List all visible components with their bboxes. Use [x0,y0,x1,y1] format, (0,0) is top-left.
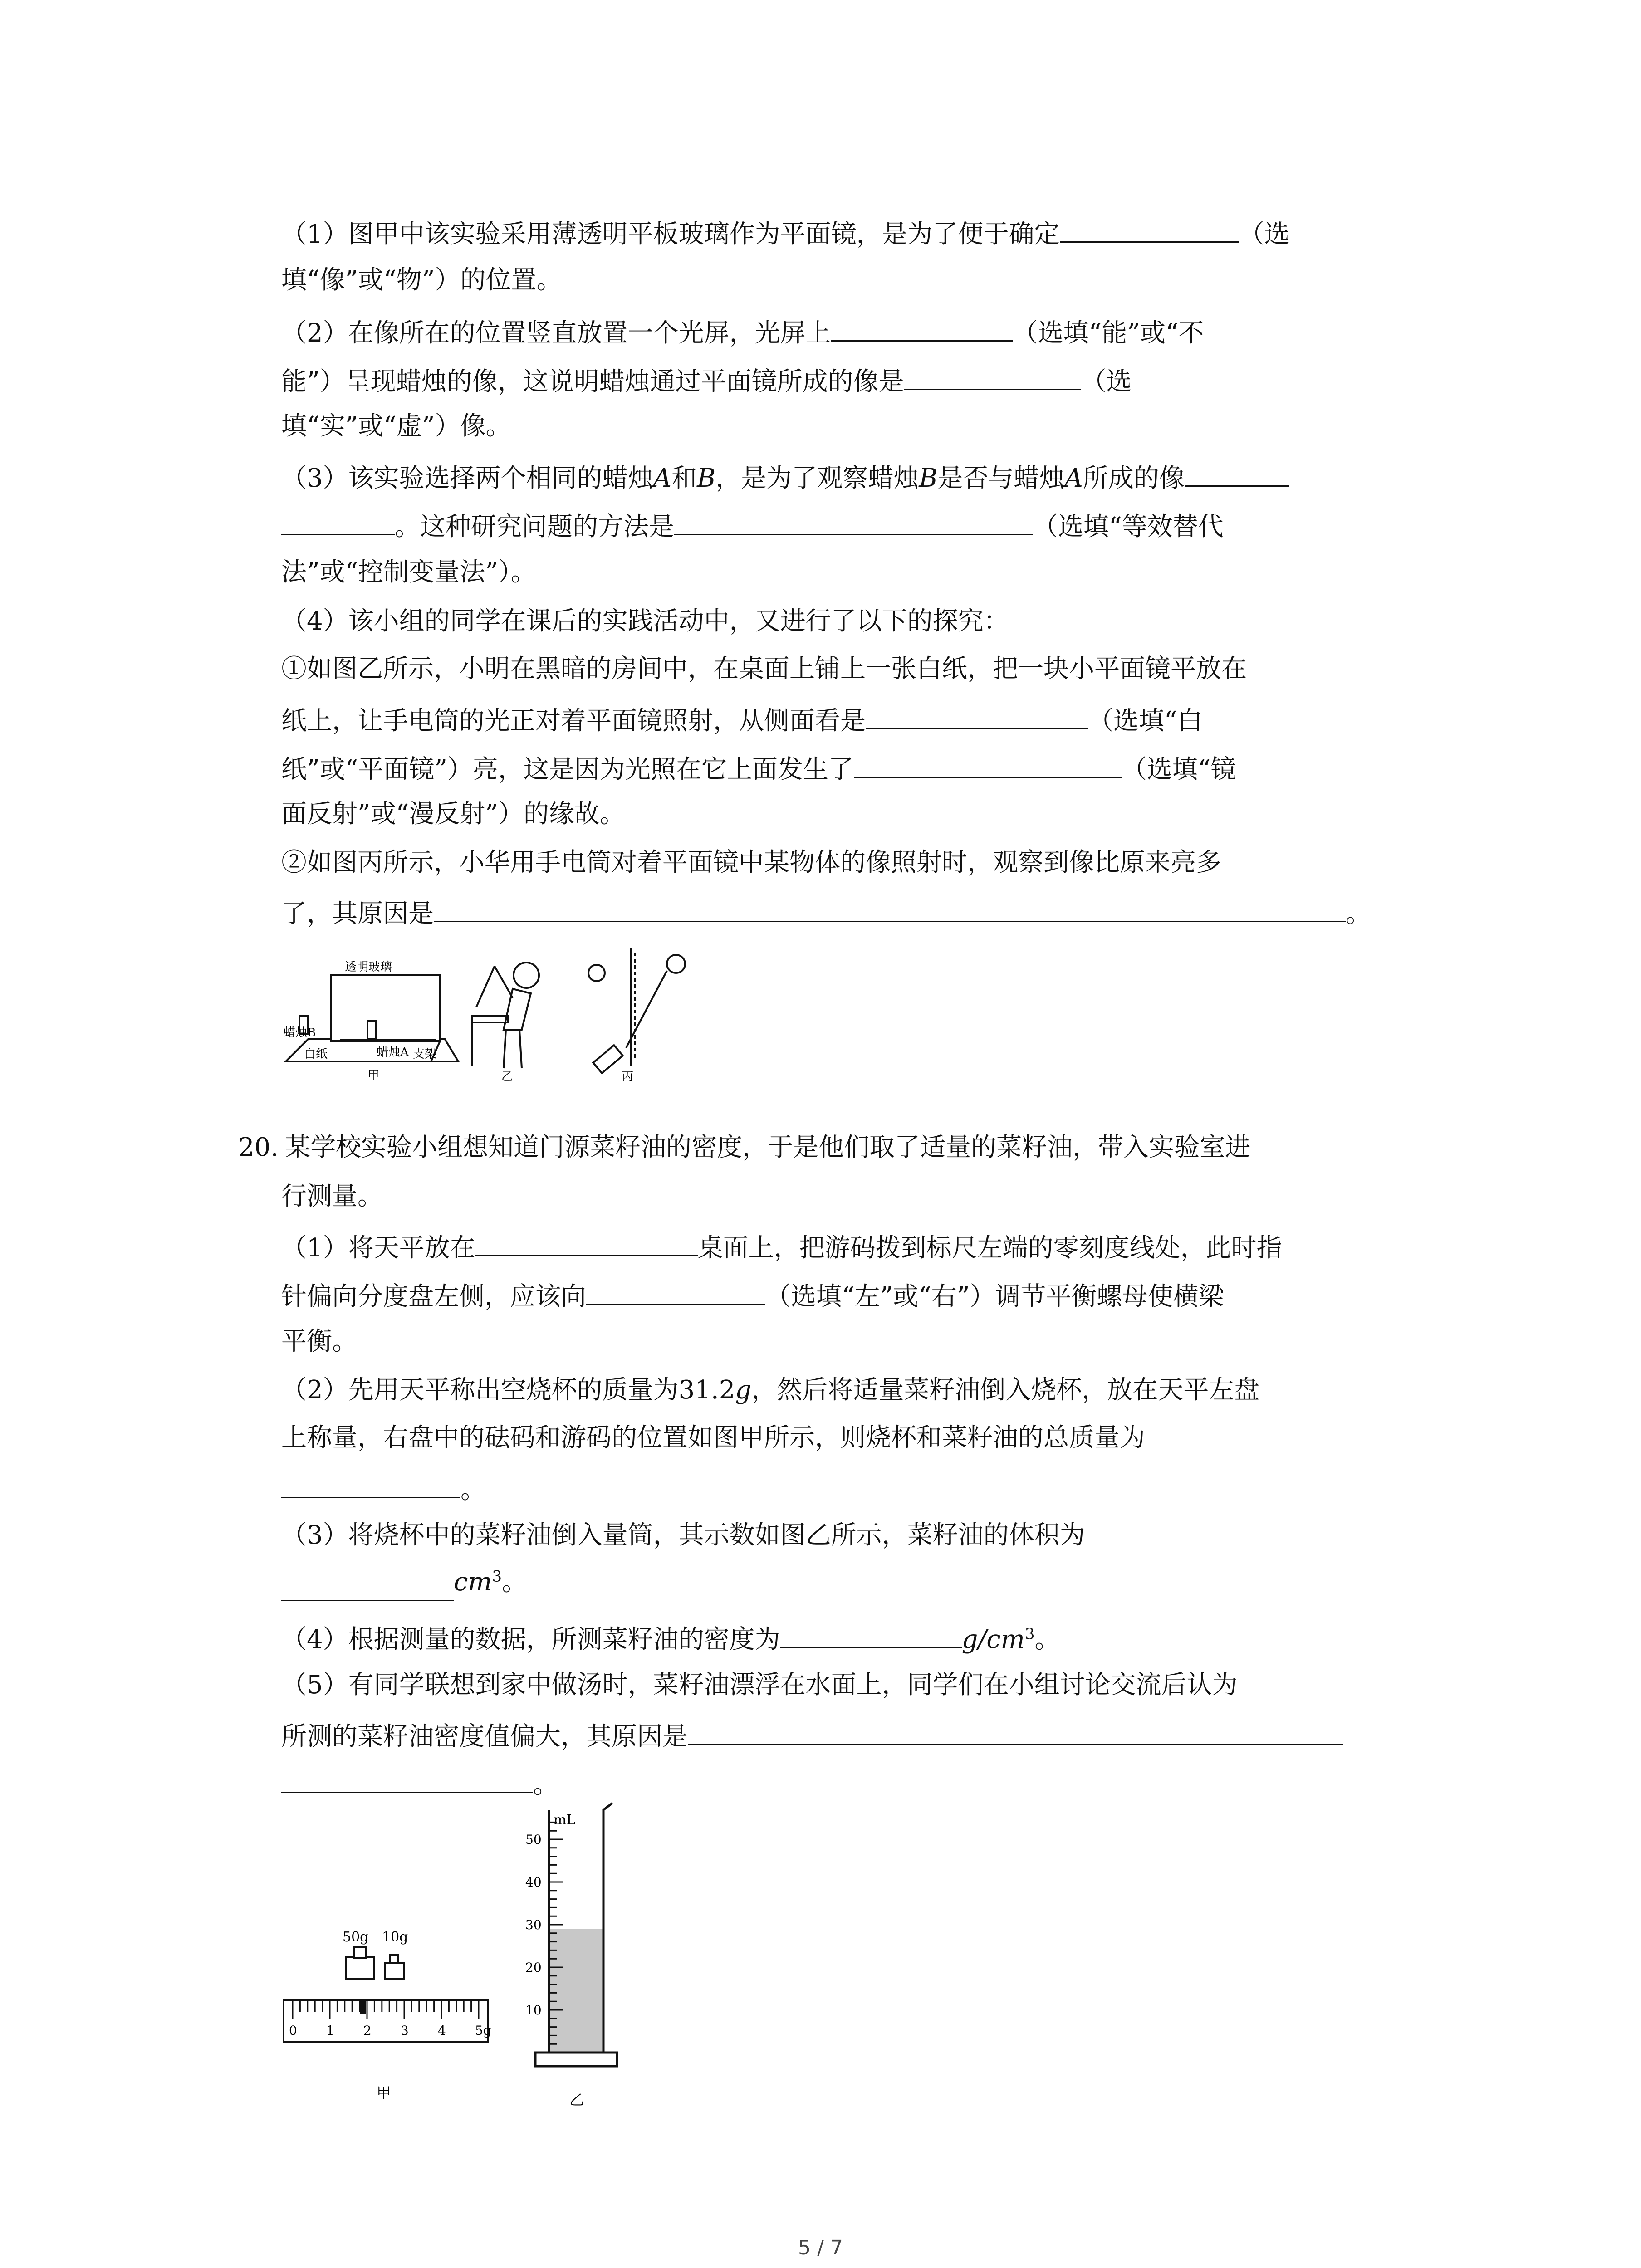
weight-50g-label: 50g [343,1929,369,1945]
cylinder-unit-label: mL [554,1812,576,1828]
q19-p4-s2-line1: ②如图丙所示，小华用手电筒对着平面镜中某物体的像照射时，观察到像比原来亮多 [281,848,1221,877]
q20-p3-blank-line [281,1572,454,1611]
q20-figure-jia [281,1896,499,2109]
q20-p2-line3: 。 [281,1469,486,1508]
q20-stem-line1: 20. 某学校实验小组想知道门源菜籽油的密度，于是他们取了适量的菜籽油，带入实验室进 [238,1133,1251,1162]
ruler-tick-label: 1 [326,2023,334,2038]
q20-p2-line1: （2）先用天平称出空烧杯的质量为31.2g，然后将适量菜籽油倒入烧杯，放在天平左盘 [281,1375,1260,1405]
weight-10g-icon [385,1955,404,1979]
fig-label-paper: 白纸 [304,1047,328,1061]
q20-p1-blank-2[interactable] [586,1276,765,1305]
oil-liquid [550,1929,603,2053]
q19-p2-line3: 填“实”或“虚”）像。 [281,411,511,441]
ruler-tick-label: 3 [401,2023,409,2038]
q19-p1-line2: 填“像”或“物”）的位置。 [281,265,562,295]
q19-p4-blank-3[interactable] [434,893,1346,922]
q20-p5-line2: 所测的菜籽油密度值偏大，其原因是 [281,1716,1343,1755]
q19-p4-s2-line2: 了，其原因是 。 [281,893,1371,932]
q19-p4-intro: （4）该小组的同学在课后的实践活动中，又进行了以下的探究： [281,606,1009,636]
ruler-tick-label: 5g [475,2023,491,2038]
q20-figure-yi [522,1792,640,2109]
cylinder-tick-label: 10 [525,2003,542,2018]
q20-p5-blank-a[interactable] [688,1716,1343,1745]
weight-10g-label: 10g [382,1929,408,1945]
fig-caption-bing: 丙 [622,1070,634,1084]
fig-caption-yi-20: 乙 [569,2091,584,2108]
q19-p2-blank-2[interactable] [904,361,1081,390]
ruler-tick-label: 2 [363,2023,372,2038]
cylinder-tick-label: 40 [525,1875,542,1890]
q19-p4-s1-line1: ①如图乙所示，小明在黑暗的房间中，在桌面上铺上一张白纸，把一块小平面镜平放在 [281,654,1247,684]
cylinder-base [535,2053,617,2066]
page-number: 5 / 7 [798,2236,843,2259]
q20-p1-line3: 平衡。 [281,1327,358,1356]
q20-p3-blank[interactable] [281,1572,454,1601]
q20-p4-line: （4）根据测量的数据，所测菜籽油的密度为 $g/cm^3$。 [281,1618,1060,1658]
q20-p2-line2: 上称量，右盘中的砝码和游码的位置如图甲所示，则烧杯和菜籽油的总质量为 [281,1423,1145,1452]
q19-p3-blank-2[interactable] [674,506,1033,535]
fig-caption-jia-20: 甲 [377,2084,392,2102]
q19-p4-blank-1[interactable] [866,700,1088,729]
fig-label-candle-b: 蜡烛B [284,1026,316,1040]
q19-p2-line1: （2）在像所在的位置竖直放置一个光屏，光屏上 （选填“能”或“不 [281,312,1204,352]
fig-label-candle-a: 蜡烛A [377,1046,409,1059]
q19-p2-blank-1[interactable] [831,312,1013,342]
q19-p4-s1-line2: 纸上，让手电筒的光正对着平面镜照射，从侧面看是 （选填“白 [281,700,1203,739]
balance-ruler [284,2000,491,2042]
fig-label-stand: 支架 [413,1047,437,1061]
cylinder-tick-label: 20 [525,1960,542,1975]
cylinder-tick-label: 50 [525,1832,542,1847]
q20-number: 20. [238,1133,279,1162]
q19-p3-blank-1b[interactable] [281,506,395,535]
rider-marker [360,2001,366,2014]
q20-p3-line2: $cm^3$。 [454,1567,528,1597]
q20-p1-line2: 针偏向分度盘左侧，应该向 （选填“左”或“右”）调节平衡螺母使横梁 [281,1276,1224,1315]
q20-p2-blank[interactable] [281,1469,460,1498]
q19-p4-s1-line4: 面反射”或“漫反射”）的缘故。 [281,799,625,829]
q20-p3-line1: （3）将烧杯中的菜籽油倒入量筒，其示数如图乙所示，菜籽油的体积为 [281,1520,1085,1550]
q20-stem-line2: 行测量。 [281,1182,383,1211]
q19-p3-line1: （3）该实验选择两个相同的蜡烛A和B，是为了观察蜡烛B是否与蜡烛A所成的像 [281,457,1289,497]
q20-p5-line1: （5）有同学联想到家中做汤时，菜籽油漂浮在水面上，同学们在小组讨论交流后认为 [281,1670,1238,1700]
measuring-cylinder [525,1803,617,2066]
ruler-tick-label: 4 [438,2023,446,2038]
q19-figure [277,939,703,1084]
q20-p1-line1: （1）将天平放在 桌面上，把游码拨到标尺左端的零刻度线处，此时指 [281,1227,1282,1266]
figure-bing-mirror-flashlight [588,948,685,1073]
fig-caption-yi: 乙 [501,1070,514,1084]
q19-p4-s1-line3: 纸”或“平面镜”）亮，这是因为光照在它上面发生了 （选填“镜 [281,748,1236,788]
fig-caption-jia: 甲 [367,1069,380,1083]
q19-p3-line2: 。这种研究问题的方法是 （选填“等效替代 [281,506,1224,545]
q19-p1-line1: （1）图甲中该实验采用薄透明平板玻璃作为平面镜，是为了便于确定 （选 [281,213,1290,253]
ruler-tick-label: 0 [289,2023,297,2038]
figure-yi-person-flashlight [472,963,539,1068]
q20-p1-blank-1[interactable] [475,1227,698,1256]
q19-p1-blank[interactable] [1060,213,1239,243]
q20-p5-line3: 。 [281,1764,558,1803]
cylinder-tick-label: 30 [525,1917,542,1932]
q19-p3-line3: 法”或“控制变量法”）。 [281,557,536,587]
q19-p4-blank-2[interactable] [854,748,1122,778]
q19-p2-line2: 能”）呈现蜡烛的像，这说明蜡烛通过平面镜所成的像是 （选 [281,361,1132,400]
q20-p4-blank[interactable] [780,1618,962,1648]
fig-label-glass: 透明玻璃 [345,960,392,974]
weight-50g-icon [346,1947,374,1979]
q20-p5-blank-b[interactable] [281,1764,533,1793]
q19-p3-blank-1a[interactable] [1185,457,1289,487]
